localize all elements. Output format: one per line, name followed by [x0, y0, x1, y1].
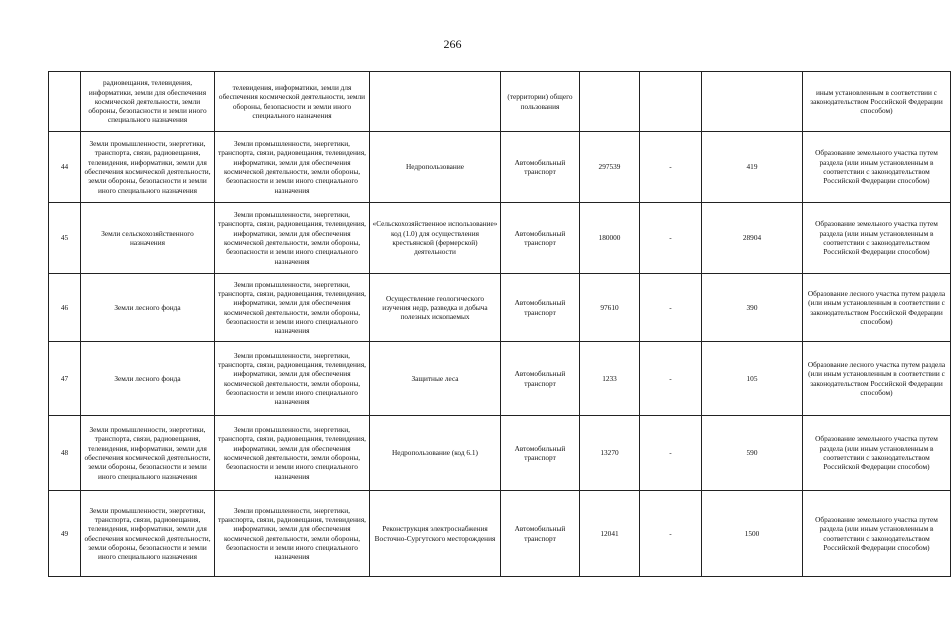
- object-type: Автомобильный транспорт: [501, 416, 580, 491]
- permitted-use: [370, 72, 501, 132]
- area-value: 180000: [580, 203, 640, 274]
- table-row: [49, 416, 951, 491]
- permitted-use: Реконструкция электроснабжения Восточно-Сургутского месторождения: [370, 491, 501, 577]
- table-row: [49, 132, 951, 203]
- land-category-detail: телевидения, информатики, земли для обеспечения космической деятельности, земли обороны, безопасности и земли иного специального назначения: [215, 72, 370, 132]
- dash-value: -: [640, 491, 702, 577]
- land-category: Земли промышленности, энергетики, транспорта, связи, радиовещания, телевидения, информатики, земли для обеспечения космической деятельности, земли обороны, безопасности и земли иного специального назначения: [81, 491, 215, 577]
- part-area-value: 1500: [702, 491, 803, 577]
- row-number: 45: [49, 203, 81, 274]
- part-area-value: 28904: [702, 203, 803, 274]
- land-category-detail: Земли промышленности, энергетики, транспорта, связи, радиовещания, телевидения, информатики, земли для обеспечения космической деятельности, земли обороны, безопасности и земли иного специального назначения: [215, 203, 370, 274]
- formation-method: Образование земельного участка путем раздела (или иным установленным в соответствии с законодательством Российской Федерации способом): [803, 491, 951, 577]
- part-area-value: 105: [702, 342, 803, 416]
- table-row: [49, 274, 951, 342]
- dash-value: -: [640, 203, 702, 274]
- dash-value: -: [640, 342, 702, 416]
- land-category-detail: Земли промышленности, энергетики, транспорта, связи, радиовещания, телевидения, информатики, земли для обеспечения космической деятельности, земли обороны, безопасности и земли иного специального назначения: [215, 274, 370, 342]
- table-row: [49, 72, 951, 132]
- land-category: Земли лесного фонда: [81, 342, 215, 416]
- permitted-use: Недропользование: [370, 132, 501, 203]
- object-type: Автомобильный транспорт: [501, 132, 580, 203]
- formation-method: Образование земельного участка путем раздела (или иным установленным в соответствии с законодательством Российской Федерации способом): [803, 132, 951, 203]
- part-area-value: [702, 72, 803, 132]
- row-number: 48: [49, 416, 81, 491]
- dash-value: [640, 72, 702, 132]
- row-number: [49, 72, 81, 132]
- permitted-use: «Сельскохозяйственное использование» код (1.0) для осуществления крестьянской (фермерской) деятельности: [370, 203, 501, 274]
- area-value: 297539: [580, 132, 640, 203]
- permitted-use: Недропользование (код 6.1): [370, 416, 501, 491]
- dash-value: -: [640, 274, 702, 342]
- area-value: [580, 72, 640, 132]
- land-category-detail: Земли промышленности, энергетики, транспорта, связи, радиовещания, телевидения, информатики, земли для обеспечения космической деятельности, земли обороны, безопасности и земли иного специального назначения: [215, 491, 370, 577]
- object-type: Автомобильный транспорт: [501, 203, 580, 274]
- permitted-use: Осуществление геологического изучения недр, разведка и добыча полезных ископаемых: [370, 274, 501, 342]
- area-value: 1233: [580, 342, 640, 416]
- land-category: Земли сельскохозяйственного назначения: [81, 203, 215, 274]
- permitted-use: Защитные леса: [370, 342, 501, 416]
- land-category-detail: Земли промышленности, энергетики, транспорта, связи, радиовещания, телевидения, информатики, земли для обеспечения космической деятельности, земли обороны, безопасности и земли иного специального назначения: [215, 132, 370, 203]
- land-category: Земли лесного фонда: [81, 274, 215, 342]
- page-number: 266: [443, 37, 462, 51]
- table-row: [49, 491, 951, 577]
- row-number: 49: [49, 491, 81, 577]
- formation-method: Образование земельного участка путем раздела (или иным установленным в соответствии с законодательством Российской Федерации способом): [803, 203, 951, 274]
- land-plot-table: [48, 71, 951, 577]
- dash-value: -: [640, 416, 702, 491]
- area-value: 97610: [580, 274, 640, 342]
- formation-method: Образование лесного участка путем раздела (или иным установленным в соответствии с законодательством Российской Федерации способом): [803, 274, 951, 342]
- land-category: Земли промышленности, энергетики, транспорта, связи, радиовещания, телевидения, информатики, земли для обеспечения космической деятельности, земли обороны, безопасности и земли иного специального назначения: [81, 416, 215, 491]
- row-number: 47: [49, 342, 81, 416]
- table-row: [49, 342, 951, 416]
- formation-method: Образование лесного участка путем раздела (или иным установленным в соответствии с законодательством Российской Федерации способом): [803, 342, 951, 416]
- dash-value: -: [640, 132, 702, 203]
- land-category: Земли промышленности, энергетики, транспорта, связи, радиовещания, телевидения, информатики, земли для обеспечения космической деятельности, земли обороны, безопасности и земли иного специального назначения: [81, 132, 215, 203]
- land-category: радиовещания, телевидения, информатики, земли для обеспечения космической деятельности, земли обороны, безопасности и земли иного специального назначения: [81, 72, 215, 132]
- land-category-detail: Земли промышленности, энергетики, транспорта, связи, радиовещания, телевидения, информатики, земли для обеспечения космической деятельности, земли обороны, безопасности и земли иного специального назначения: [215, 342, 370, 416]
- object-type: Автомобильный транспорт: [501, 342, 580, 416]
- row-number: 44: [49, 132, 81, 203]
- land-category-detail: Земли промышленности, энергетики, транспорта, связи, радиовещания, телевидения, информатики, земли для обеспечения космической деятельности, земли обороны, безопасности и земли иного специального назначения: [215, 416, 370, 491]
- part-area-value: 390: [702, 274, 803, 342]
- part-area-value: 419: [702, 132, 803, 203]
- row-number: 46: [49, 274, 81, 342]
- formation-method: Образование земельного участка путем раздела (или иным установленным в соответствии с законодательством Российской Федерации способом): [803, 416, 951, 491]
- object-type: Автомобильный транспорт: [501, 491, 580, 577]
- object-type: Автомобильный транспорт: [501, 274, 580, 342]
- area-value: 13270: [580, 416, 640, 491]
- part-area-value: 590: [702, 416, 803, 491]
- object-type: (территории) общего пользования: [501, 72, 580, 132]
- formation-method: иным установленным в соответствии с законодательством Российской Федерации способом): [803, 72, 951, 132]
- table-row: [49, 203, 951, 274]
- area-value: 12041: [580, 491, 640, 577]
